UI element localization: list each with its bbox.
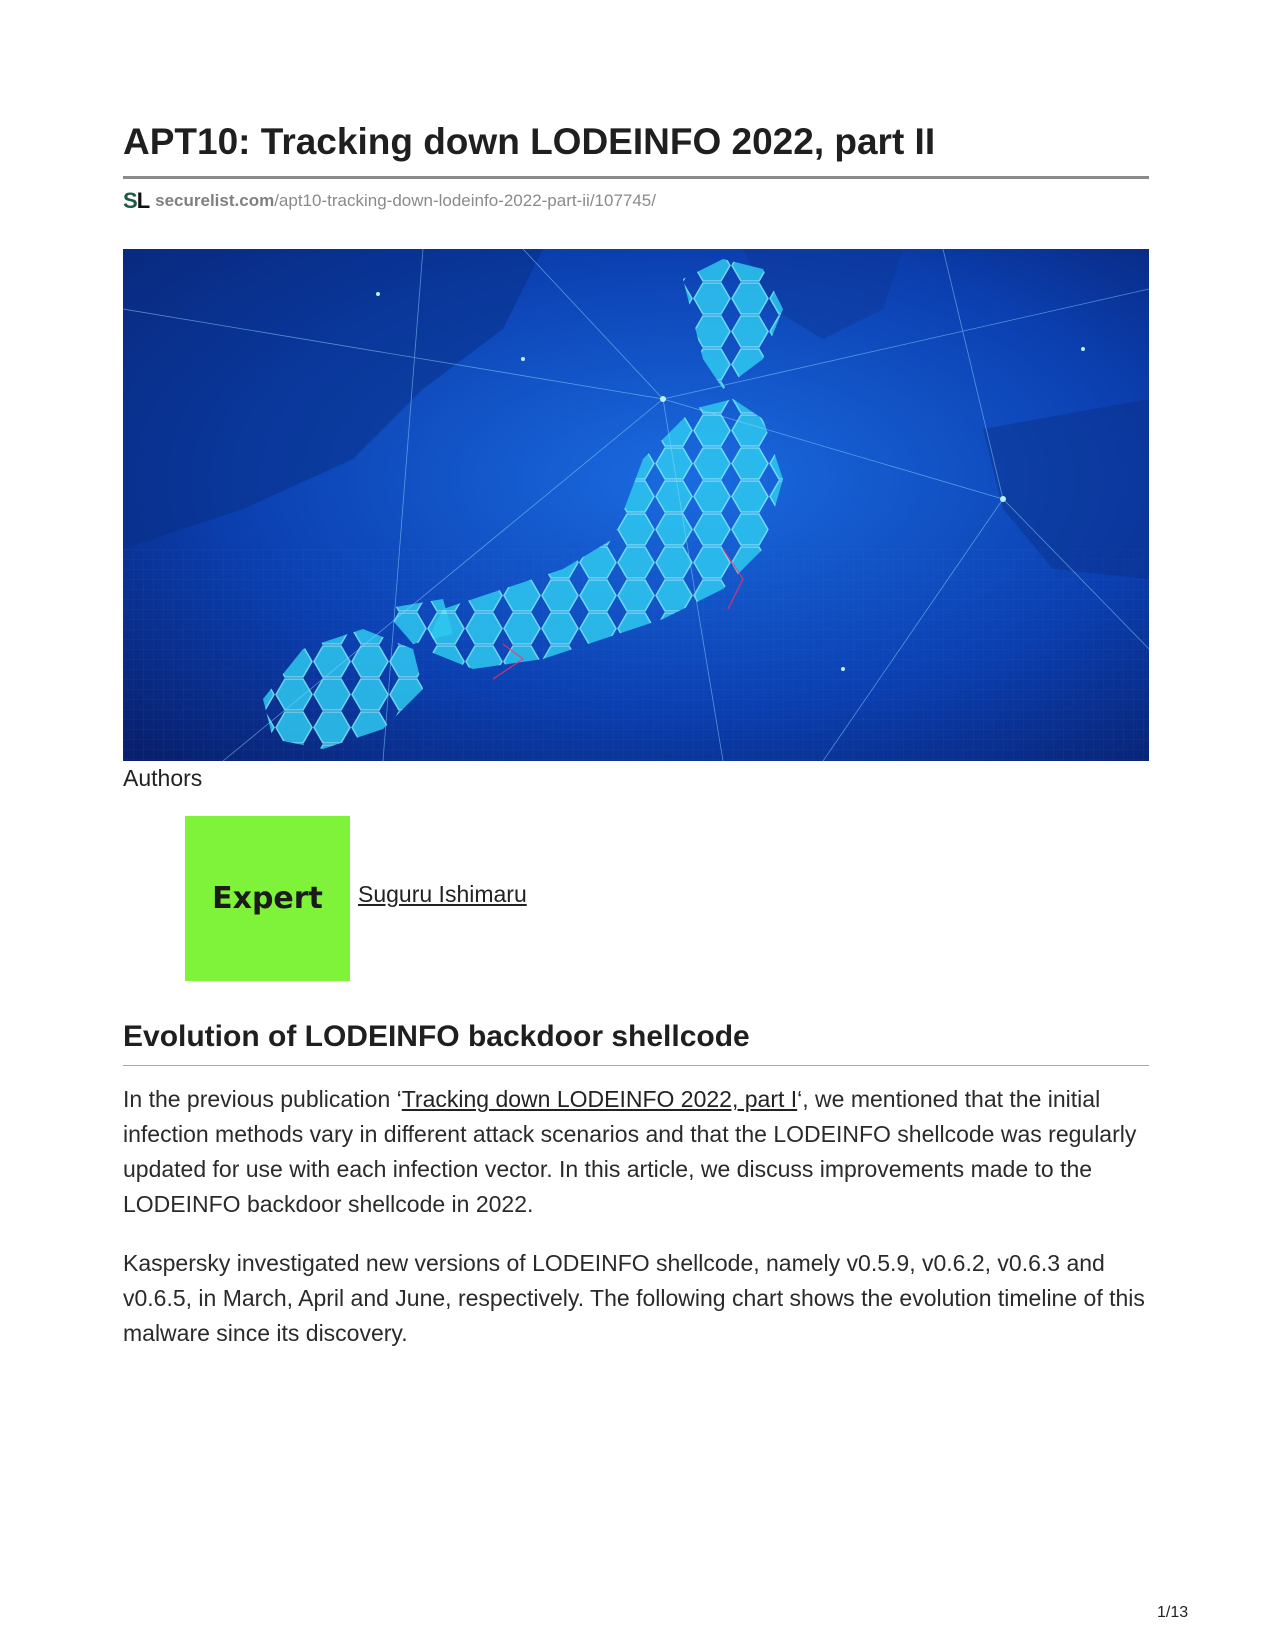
authors-label: Authors <box>123 765 203 792</box>
source-path[interactable]: /apt10-tracking-down-lodeinfo-2022-part-ii/107745/ <box>274 191 656 211</box>
page-title: APT10: Tracking down LODEINFO 2022, part II <box>123 120 1149 179</box>
author-entry <box>185 816 1149 981</box>
paragraph-1-after: ‘, we mentioned that the initial infection methods vary in different attack scenarios and that the LODEINFO shellcode was regularly updated for use with each infection vector. In this article, we discuss improvements made to the LODEINFO backdoor shellcode in 2022. <box>123 1086 1137 1218</box>
article-page <box>123 120 1149 1351</box>
part-one-link[interactable]: Tracking down LODEINFO 2022, part I <box>401 1086 798 1113</box>
paragraph-1-before: In the previous publication ‘ <box>123 1086 402 1113</box>
page-number: 1/13 <box>1157 1604 1189 1621</box>
source-domain[interactable]: securelist.com <box>155 191 275 211</box>
paragraph-1 <box>123 1082 1149 1222</box>
expert-badge[interactable]: Expert <box>185 816 350 981</box>
paragraph-2: Kaspersky investigated new versions of LODEINFO shellcode, namely v0.5.9, v0.6.2, v0.6.3 and v0.6.5, in March, April and June, respectively. The following chart shows the evolution timeline of this malware since its discovery. <box>123 1250 1145 1347</box>
map-of-japan-network-image <box>123 249 1149 761</box>
author-link[interactable]: Suguru Ishimaru <box>358 881 527 908</box>
section-heading: Evolution of LODEINFO backdoor shellcode <box>123 1019 1149 1066</box>
securelist-logo-icon: SL <box>123 188 150 214</box>
source-line <box>123 189 1149 213</box>
